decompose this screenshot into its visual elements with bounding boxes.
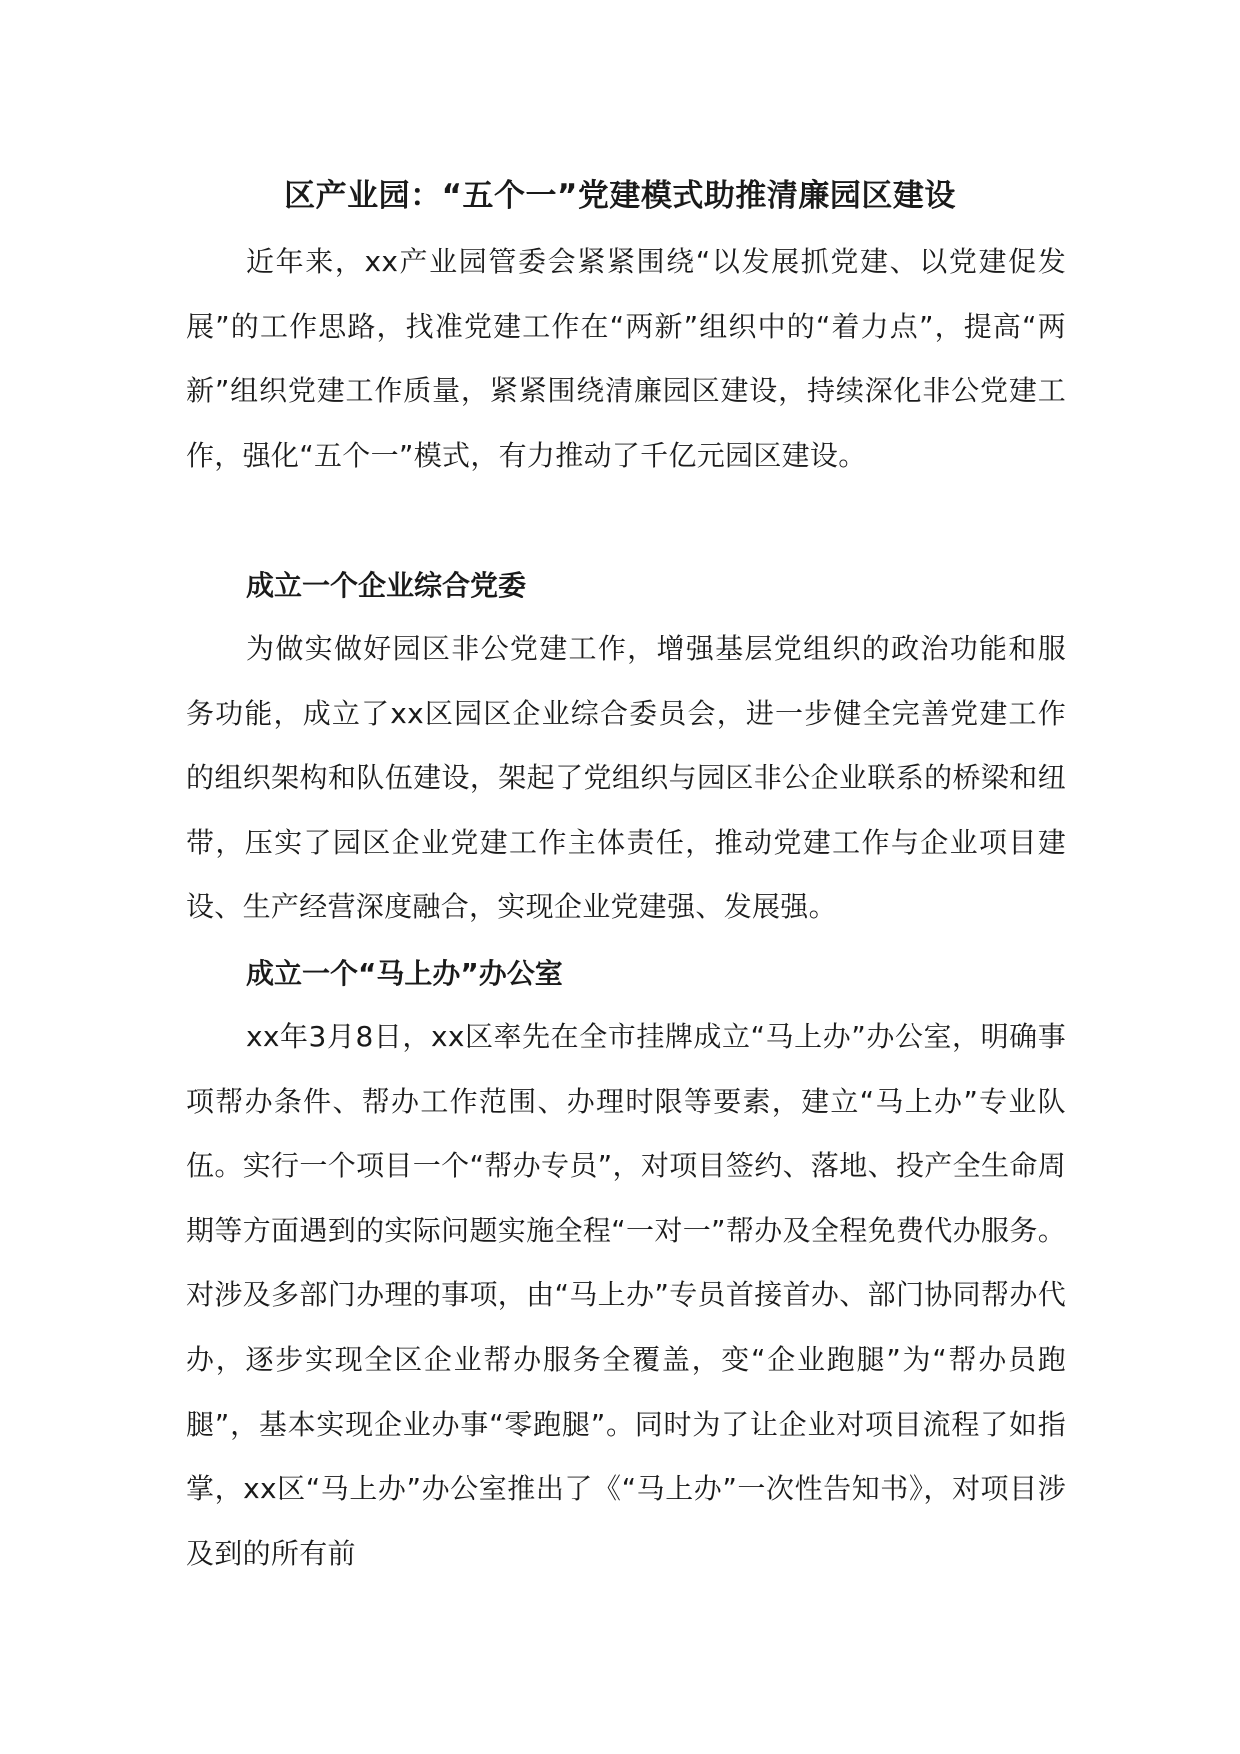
office-paragraph: xx年3月8日，xx区率先在全市挂牌成立“马上办”办公室，明确事项帮办条件、帮办工作范围、办理时限等要素，建立“马上办”专业队伍。实行一个项目一个“帮办专员”，对项目签约、落地、投产全生命周期等方面遇到的实际问题实施全程“一对一”帮办及全程免费代办服务。对涉及多部门办理的事项，由“马上办”专员首接首办、部门协同帮办代办，逐步实现全区企业帮办服务全覆盖，变“企业跑腿”为“帮办员跑腿”，基本实现企业办事“零跑腿”。同时为了让企业对项目流程了如指掌，xx区“马上办”办公室推出了《“马上办”一次性告知书》，对项目涉及到的所有前: [186, 1020, 1066, 1570]
document-title: 区产业园：“五个一”党建模式助推清廉园区建设: [284, 178, 956, 214]
intro-paragraph: 近年来，xx产业园管委会紧紧围绕“以发展抓党建、以党建促发展”的工作思路，找准党建工作在“两新”组织中的“着力点”，提高“两新”组织党建工作质量，紧紧围绕清廉园区建设，持续深化非公党建工作，强化“五个一”模式，有力推动了千亿元园区建设。: [186, 245, 1066, 472]
section-heading-office: 成立一个“马上办”办公室: [246, 957, 563, 990]
section-heading-party-committee: 成立一个企业综合党委: [246, 569, 527, 602]
party-committee-paragraph: 为做实做好园区非公党建工作，增强基层党组织的政治功能和服务功能，成立了xx区园区企业综合委员会，进一步健全完善党建工作的组织架构和队伍建设，架起了党组织与园区非公企业联系的桥梁和纽带，压实了园区企业党建工作主体责任，推动党建工作与企业项目建设、生产经营深度融合，实现企业党建强、发展强。: [186, 632, 1066, 924]
